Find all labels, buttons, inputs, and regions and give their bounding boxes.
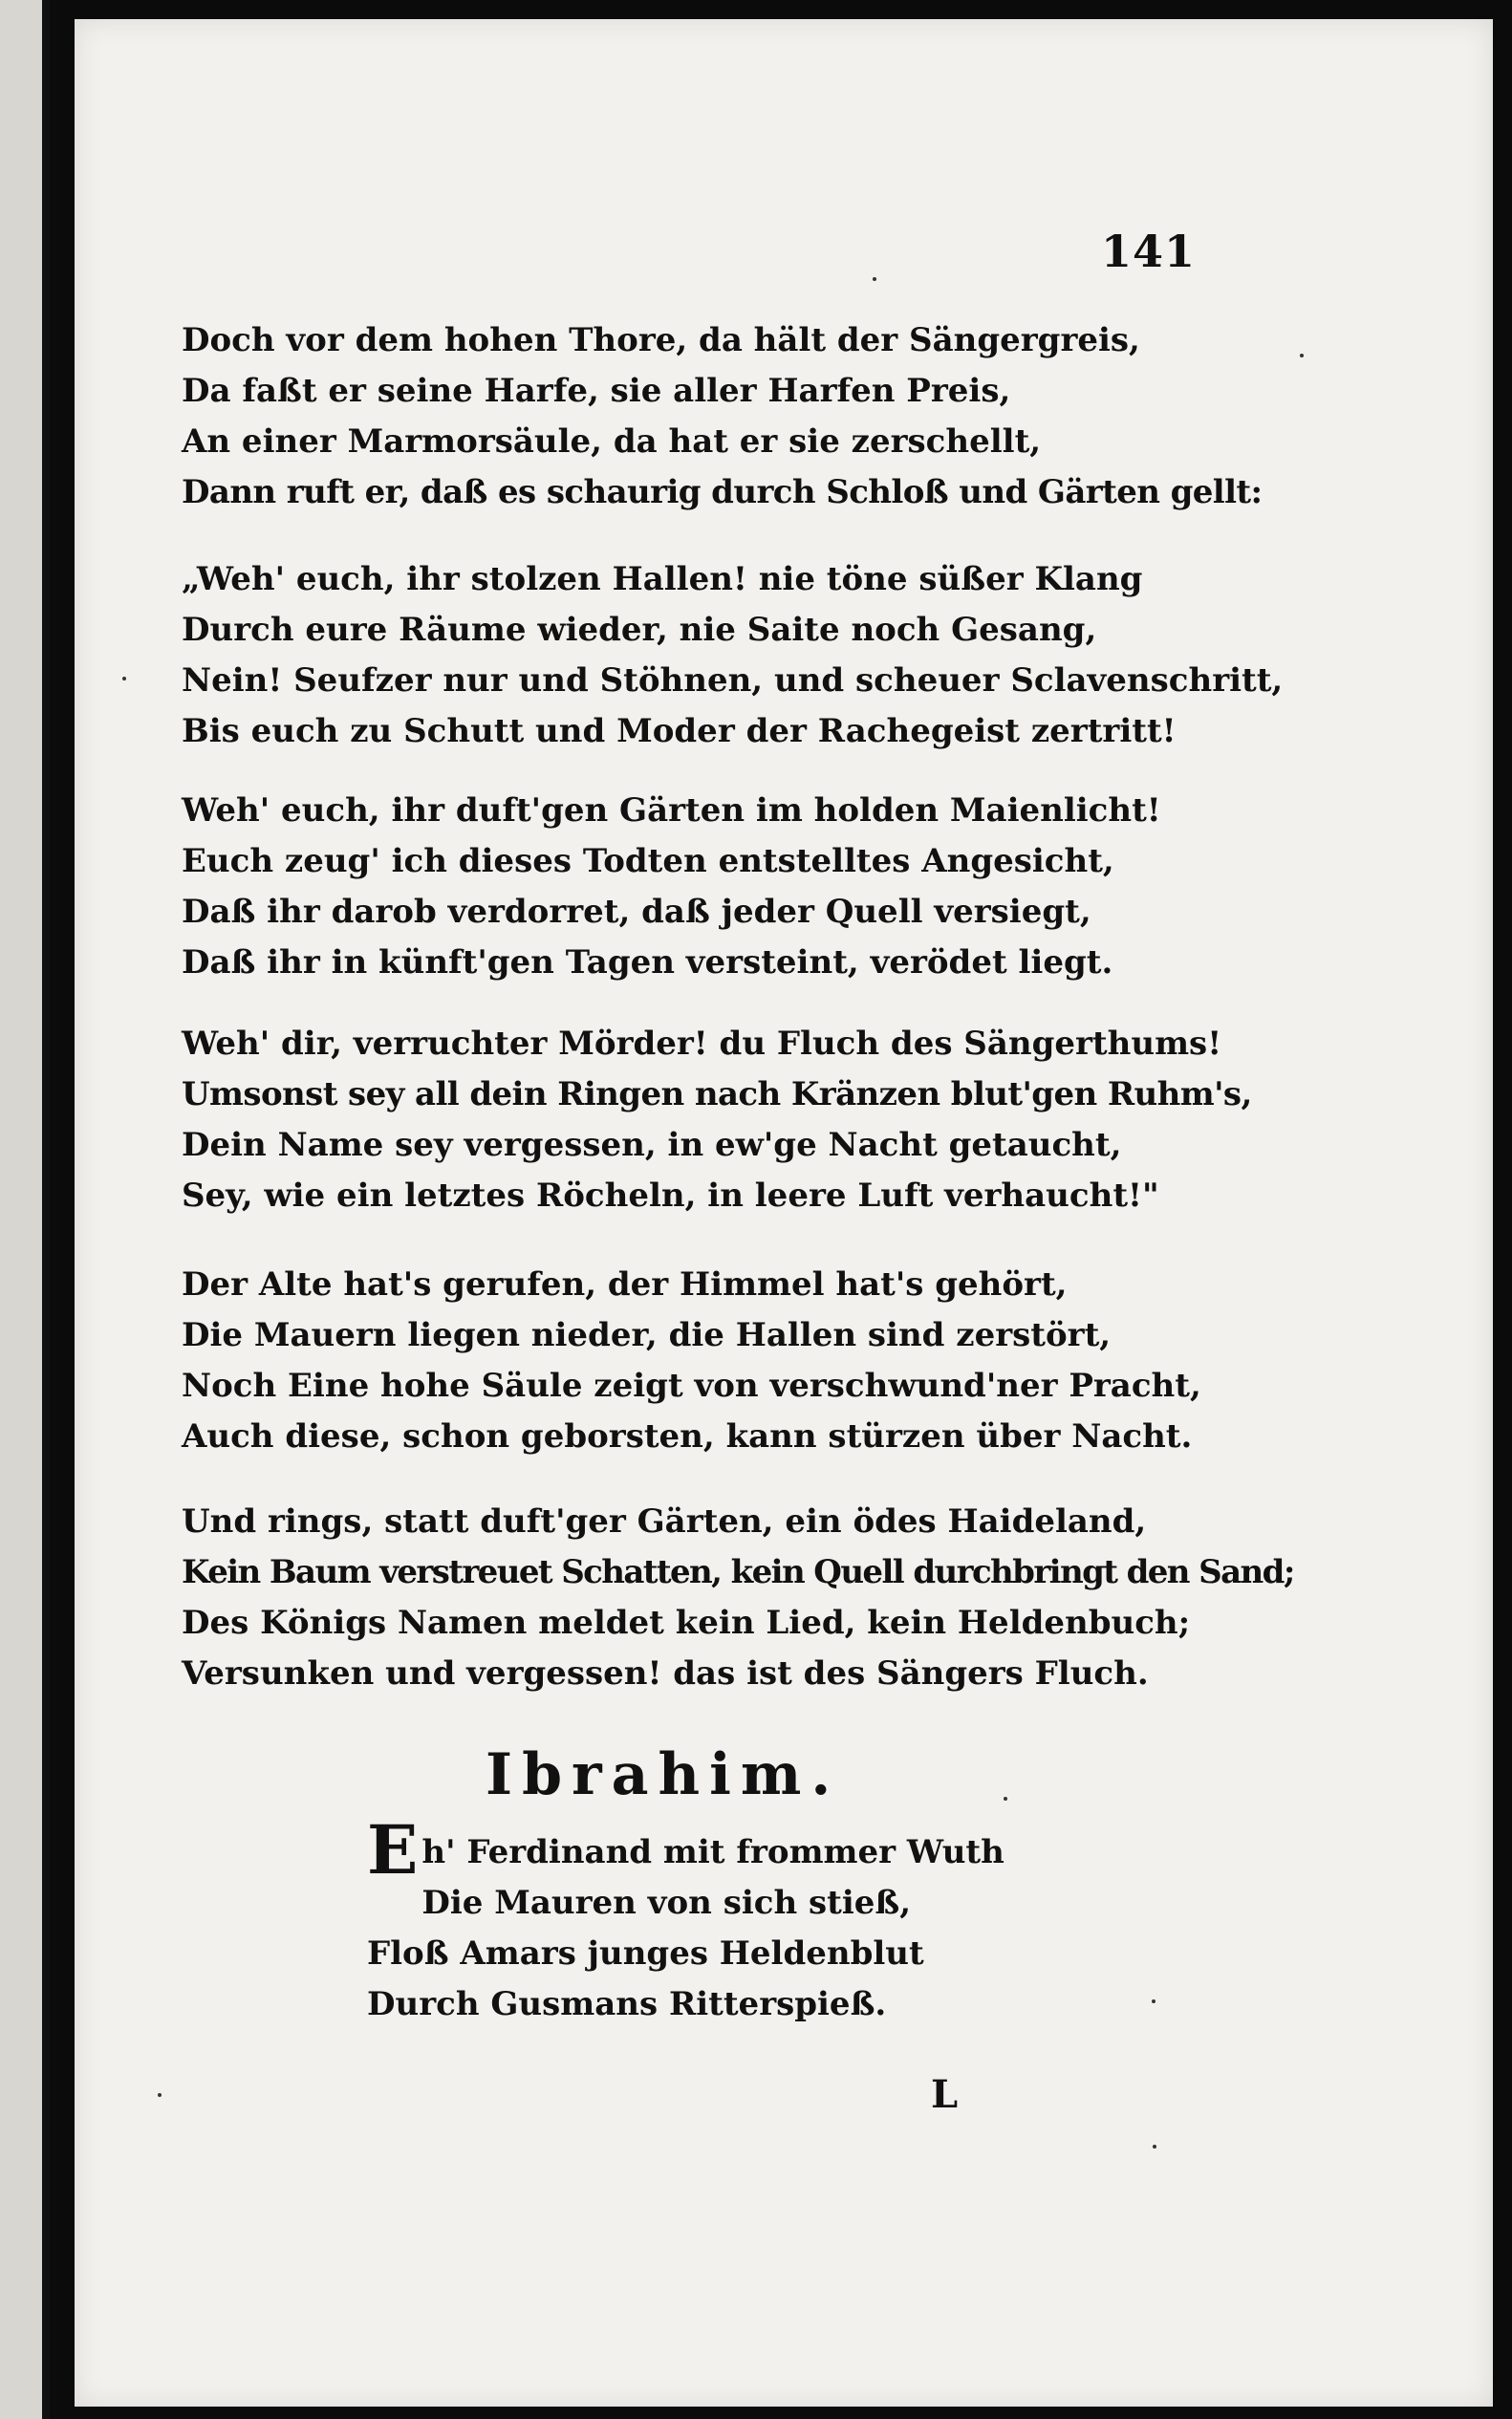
- verse-line: Bis euch zu Schutt und Moder der Rachegeist zertritt!: [182, 712, 1177, 750]
- verse-line: Daß ihr darob verdorret, daß jeder Quell versiegt,: [182, 893, 1091, 931]
- verse-line: Doch vor dem hohen Thore, da hält der Sängergreis,: [182, 321, 1140, 359]
- verse-line: Dann ruft er, daß es schaurig durch Schloß und Gärten gellt:: [182, 473, 1263, 511]
- verse-line: Nein! Seufzer nur und Stöhnen, und scheuer Sclavenschritt,: [182, 661, 1284, 700]
- verse-line: Noch Eine hohe Säule zeigt von verschwund'ner Pracht,: [182, 1367, 1201, 1405]
- verse-line-first-text: h' Ferdinand mit frommer Wuth: [421, 1833, 1004, 1871]
- paper-speck: [1300, 354, 1304, 357]
- verse-line: Da faßt er seine Harfe, sie aller Harfen Preis,: [182, 372, 1011, 410]
- poem2-stanza: [367, 1810, 1093, 2030]
- verse-line: „Weh' euch, ihr stolzen Hallen! nie töne süßer Klang: [182, 560, 1143, 598]
- verse-line-first: [367, 1810, 1093, 1890]
- page-number: 141: [1101, 226, 1197, 277]
- verse-line: An einer Marmorsäule, da hat er sie zerschellt,: [182, 422, 1042, 461]
- verse-line: Die Mauren von sich stieß,: [421, 1884, 912, 1922]
- verse-line: Euch zeug' ich dieses Todten entstelltes Angesicht,: [182, 842, 1114, 880]
- previous-page-edge: [0, 0, 50, 2419]
- paper-speck: [873, 277, 876, 281]
- stanza-6: [182, 1497, 1309, 1699]
- previous-page-paper: [0, 0, 42, 2419]
- paper-speck: [158, 2093, 162, 2097]
- stanza-5: [182, 1260, 1309, 1462]
- paper-speck: [1153, 2145, 1156, 2149]
- verse-line: Floß Amars junges Heldenblut: [367, 1934, 924, 1973]
- verse-line: Und rings, statt duft'ger Gärten, ein ödes Haideland,: [182, 1502, 1147, 1541]
- verse-line: Kein Baum verstreuet Schatten, kein Quell durchbringt den Sand;: [182, 1553, 1294, 1591]
- verse-line: Sey, wie ein letztes Röcheln, in leere Luft verhaucht!": [182, 1177, 1159, 1215]
- verse-line: Versunken und vergessen! das ist des Sängers Fluch.: [182, 1654, 1149, 1693]
- verse-line: Umsonst sey all dein Ringen nach Kränzen blut'gen Ruhm's,: [182, 1075, 1252, 1113]
- verse-line: Der Alte hat's gerufen, der Himmel hat's gehört,: [182, 1265, 1068, 1304]
- poem-title: Ibrahim.: [486, 1741, 841, 1808]
- verse-line: Dein Name sey vergessen, in ew'ge Nacht getaucht,: [182, 1126, 1122, 1164]
- paper-speck: [1152, 1999, 1156, 2003]
- verse-line: Weh' dir, verruchter Mörder! du Fluch des Sängerthums!: [182, 1025, 1222, 1063]
- drop-cap-initial: E: [367, 1810, 419, 1890]
- verse-line: Durch Gusmans Ritterspieß.: [367, 1985, 887, 2023]
- stanza-3: [182, 786, 1309, 988]
- stanza-2: [182, 554, 1309, 757]
- stanza-4: [182, 1019, 1309, 1221]
- verse-line: Die Mauern liegen nieder, die Hallen sind zerstört,: [182, 1316, 1112, 1354]
- verse-line: Weh' euch, ihr duft'gen Gärten im holden Maienlicht!: [182, 791, 1161, 830]
- verse-line: Durch eure Räume wieder, nie Saite noch Gesang,: [182, 611, 1097, 649]
- verse-line: Des Königs Namen meldet kein Lied, kein Heldenbuch;: [182, 1604, 1191, 1642]
- verse-line: Daß ihr in künft'gen Tagen versteint, verödet liegt.: [182, 943, 1113, 982]
- verse-line: Auch diese, schon geborsten, kann stürzen über Nacht.: [182, 1417, 1193, 1456]
- catchword: L: [931, 2072, 959, 2117]
- stanza-1: [182, 315, 1309, 518]
- paper-speck: [1004, 1797, 1007, 1801]
- paper-speck: [122, 677, 126, 680]
